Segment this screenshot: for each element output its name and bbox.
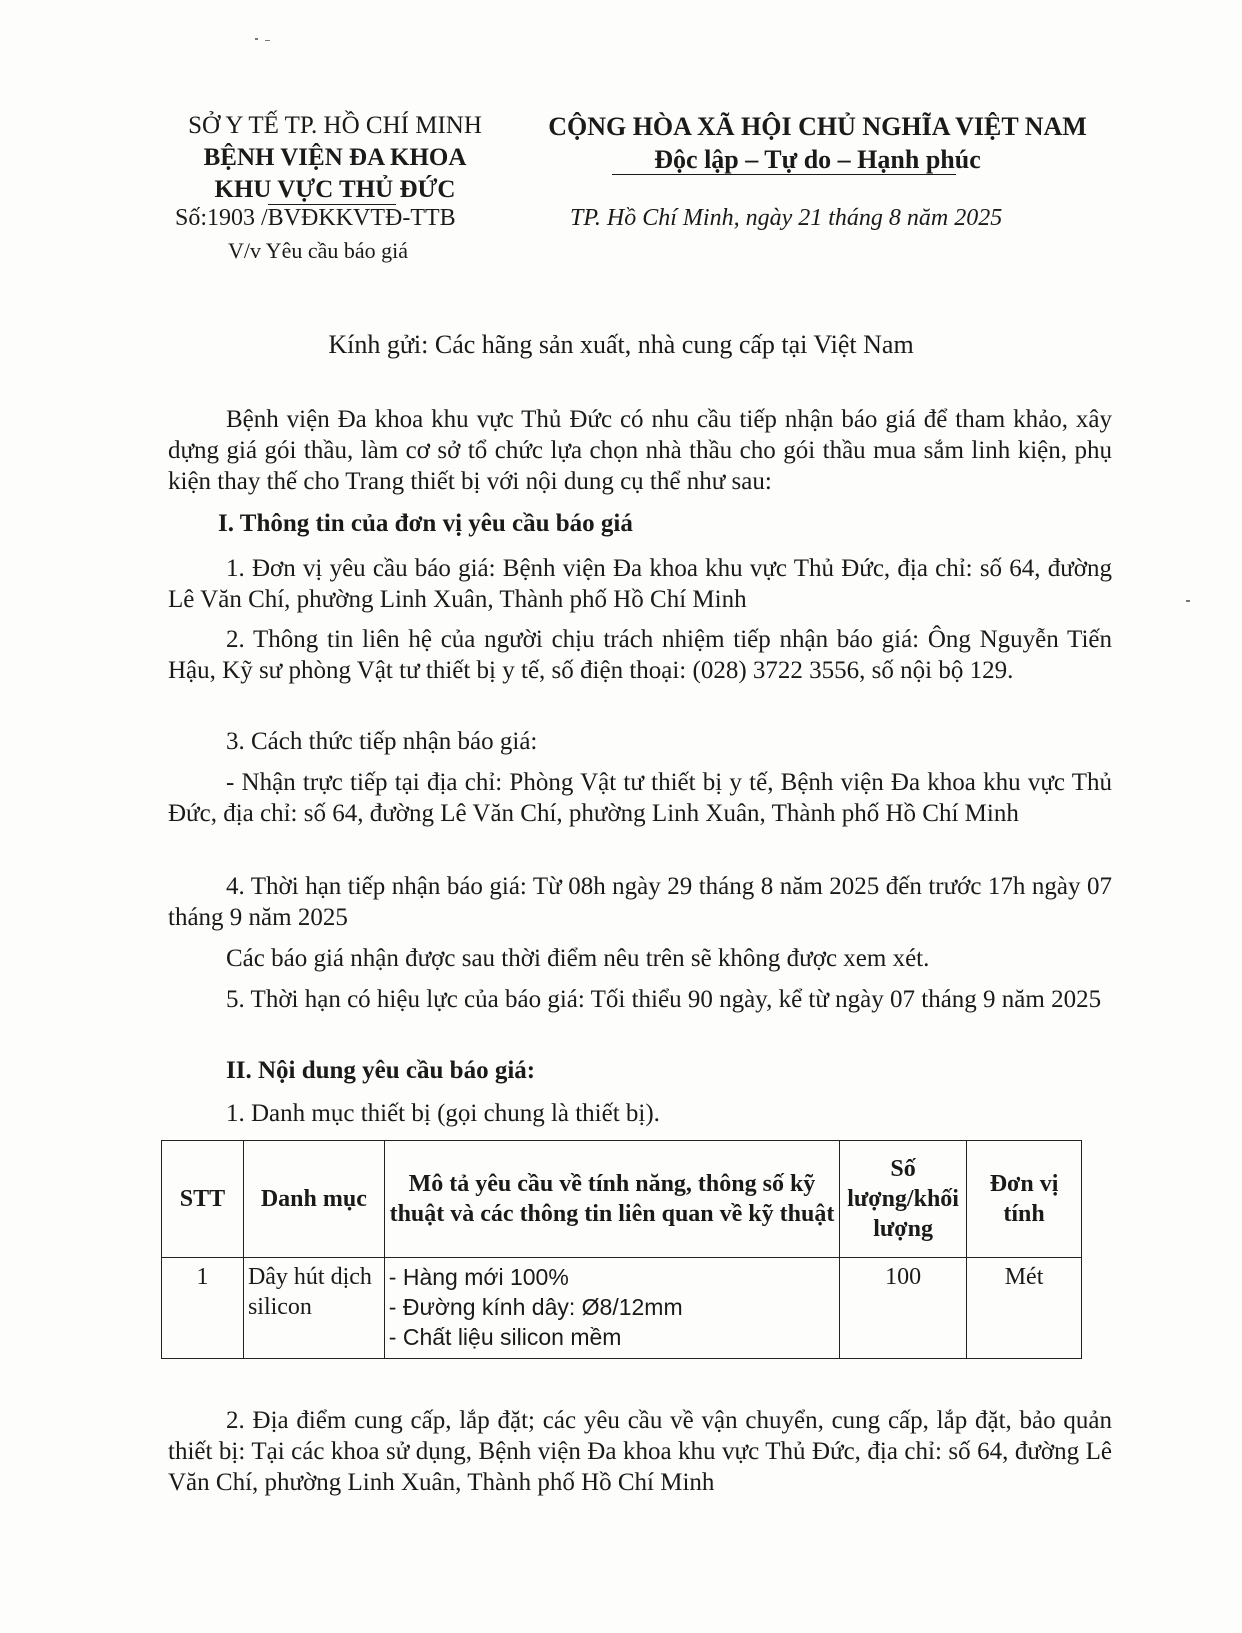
cell-description [384, 1258, 839, 1359]
document-date: TP. Hồ Chí Minh, ngày 21 tháng 8 năm 2025 [570, 205, 1003, 231]
header-unit: Đơn vị tính [967, 1141, 1082, 1258]
motto: Độc lập – Tự do – Hạnh phúc [654, 145, 981, 174]
country-name: CỘNG HÒA XÃ HỘI CHỦ NGHĨA VIỆT NAM [548, 112, 1087, 141]
cell-stt: 1 [162, 1258, 244, 1359]
table-row [162, 1258, 1082, 1359]
reference-number: Số:1903 /BVĐKKVTĐ-TTB [175, 205, 456, 231]
national-motto-block [525, 110, 1110, 176]
section-1-item-4-note: Các báo giá nhận được sau thời điểm nêu trên sẽ không được xem xét. [226, 945, 930, 972]
cell-unit: Mét [967, 1258, 1082, 1359]
cell-quantity: 100 [840, 1258, 967, 1359]
intro-paragraph: Bệnh viện Đa khoa khu vực Thủ Đức có nhu cầu tiếp nhận báo giá để tham khảo, xây dựng giá gói thầu, làm cơ sở tổ chức lựa chọn nhà thầu cho gói thầu mua sắm linh kiện, phụ kiện thay thế cho Trang thiết bị với nội dung cụ thể như sau: [168, 406, 1112, 495]
cell-category: Dây hút dịch silicon [243, 1258, 384, 1359]
section-1-item-3: 3. Cách thức tiếp nhận báo giá: [226, 728, 538, 755]
header-quantity: Số lượng/khối lượng [840, 1141, 967, 1258]
scan-speck [1186, 600, 1190, 602]
section-2-item-2: 2. Địa điểm cung cấp, lắp đặt; các yêu cầu về vận chuyển, cung cấp, lắp đặt, bảo quản thiết bị: Tại các khoa sử dụng, Bệnh viện Đa khoa khu vực Thủ Đức, địa chỉ: số 64, đường Lê Văn Chí, phường Linh Xuân, Thành phố Hồ Chí Minh [168, 1407, 1112, 1496]
section-2-title: II. Nội dung yêu cầu báo giá: [226, 1057, 536, 1084]
header-category: Danh mục [243, 1141, 384, 1258]
section-1-item-1: 1. Đơn vị yêu cầu báo giá: Bệnh viện Đa khoa khu vực Thủ Đức, địa chỉ: số 64, đường Lê Văn Chí, phường Linh Xuân, Thành phố Hồ Chí Minh [168, 555, 1112, 613]
header-description: Mô tả yêu cầu về tính năng, thông số kỹ thuật và các thông tin liên quan về kỹ thuật [384, 1141, 839, 1258]
section-1-item-2: 2. Thông tin liên hệ của người chịu trách nhiệm tiếp nhận báo giá: Ông Nguyễn Tiến Hậu, Kỹ sư phòng Vật tư thiết bị y tế, số điện thoại: (028) 3722 3556, số nội bộ 129. [168, 626, 1112, 684]
section-1-item-3-detail: - Nhận trực tiếp tại địa chỉ: Phòng Vật tư thiết bị y tế, Bệnh viện Đa khoa khu vực Thủ Đức, địa chỉ: số 64, đường Lê Văn Chí, phường Linh Xuân, Thành phố Hồ Chí Minh [168, 769, 1112, 827]
issuer-hospital: BỆNH VIỆN ĐA KHOA [203, 144, 467, 171]
issuer-block [160, 110, 510, 206]
description-line: - Chất liệu silicon mềm [388, 1324, 622, 1350]
section-2-item-1: 1. Danh mục thiết bị (gọi chung là thiết bị). [226, 1100, 660, 1127]
scan-speck [255, 38, 258, 40]
section-1-item-4: 4. Thời hạn tiếp nhận báo giá: Từ 08h ngày 29 tháng 8 năm 2025 đến trước 17h ngày 07 tháng 9 năm 2025 [168, 873, 1112, 931]
motto-underline [612, 174, 956, 175]
section-1-title: I. Thông tin của đơn vị yêu cầu báo giá [218, 510, 633, 537]
issuer-area: KHU VỰC THỦ ĐỨC [214, 176, 456, 203]
description-line: - Hàng mới 100% [388, 1264, 569, 1290]
header-stt: STT [162, 1141, 244, 1258]
equipment-table [161, 1140, 1082, 1359]
greeting: Kính gửi: Các hãng sản xuất, nhà cung cấp tại Việt Nam [328, 330, 914, 359]
subject-line: V/v Yêu cầu báo giá [228, 238, 409, 263]
scan-speck [265, 40, 270, 41]
description-line: - Đường kính dây: Ø8/12mm [388, 1294, 683, 1320]
issuer-department: SỞ Y TẾ TP. HỒ CHÍ MINH [188, 112, 482, 139]
table-header-row [162, 1141, 1082, 1258]
section-1-item-5: 5. Thời hạn có hiệu lực của báo giá: Tối thiểu 90 ngày, kể từ ngày 07 tháng 9 năm 2025 [226, 986, 1102, 1013]
